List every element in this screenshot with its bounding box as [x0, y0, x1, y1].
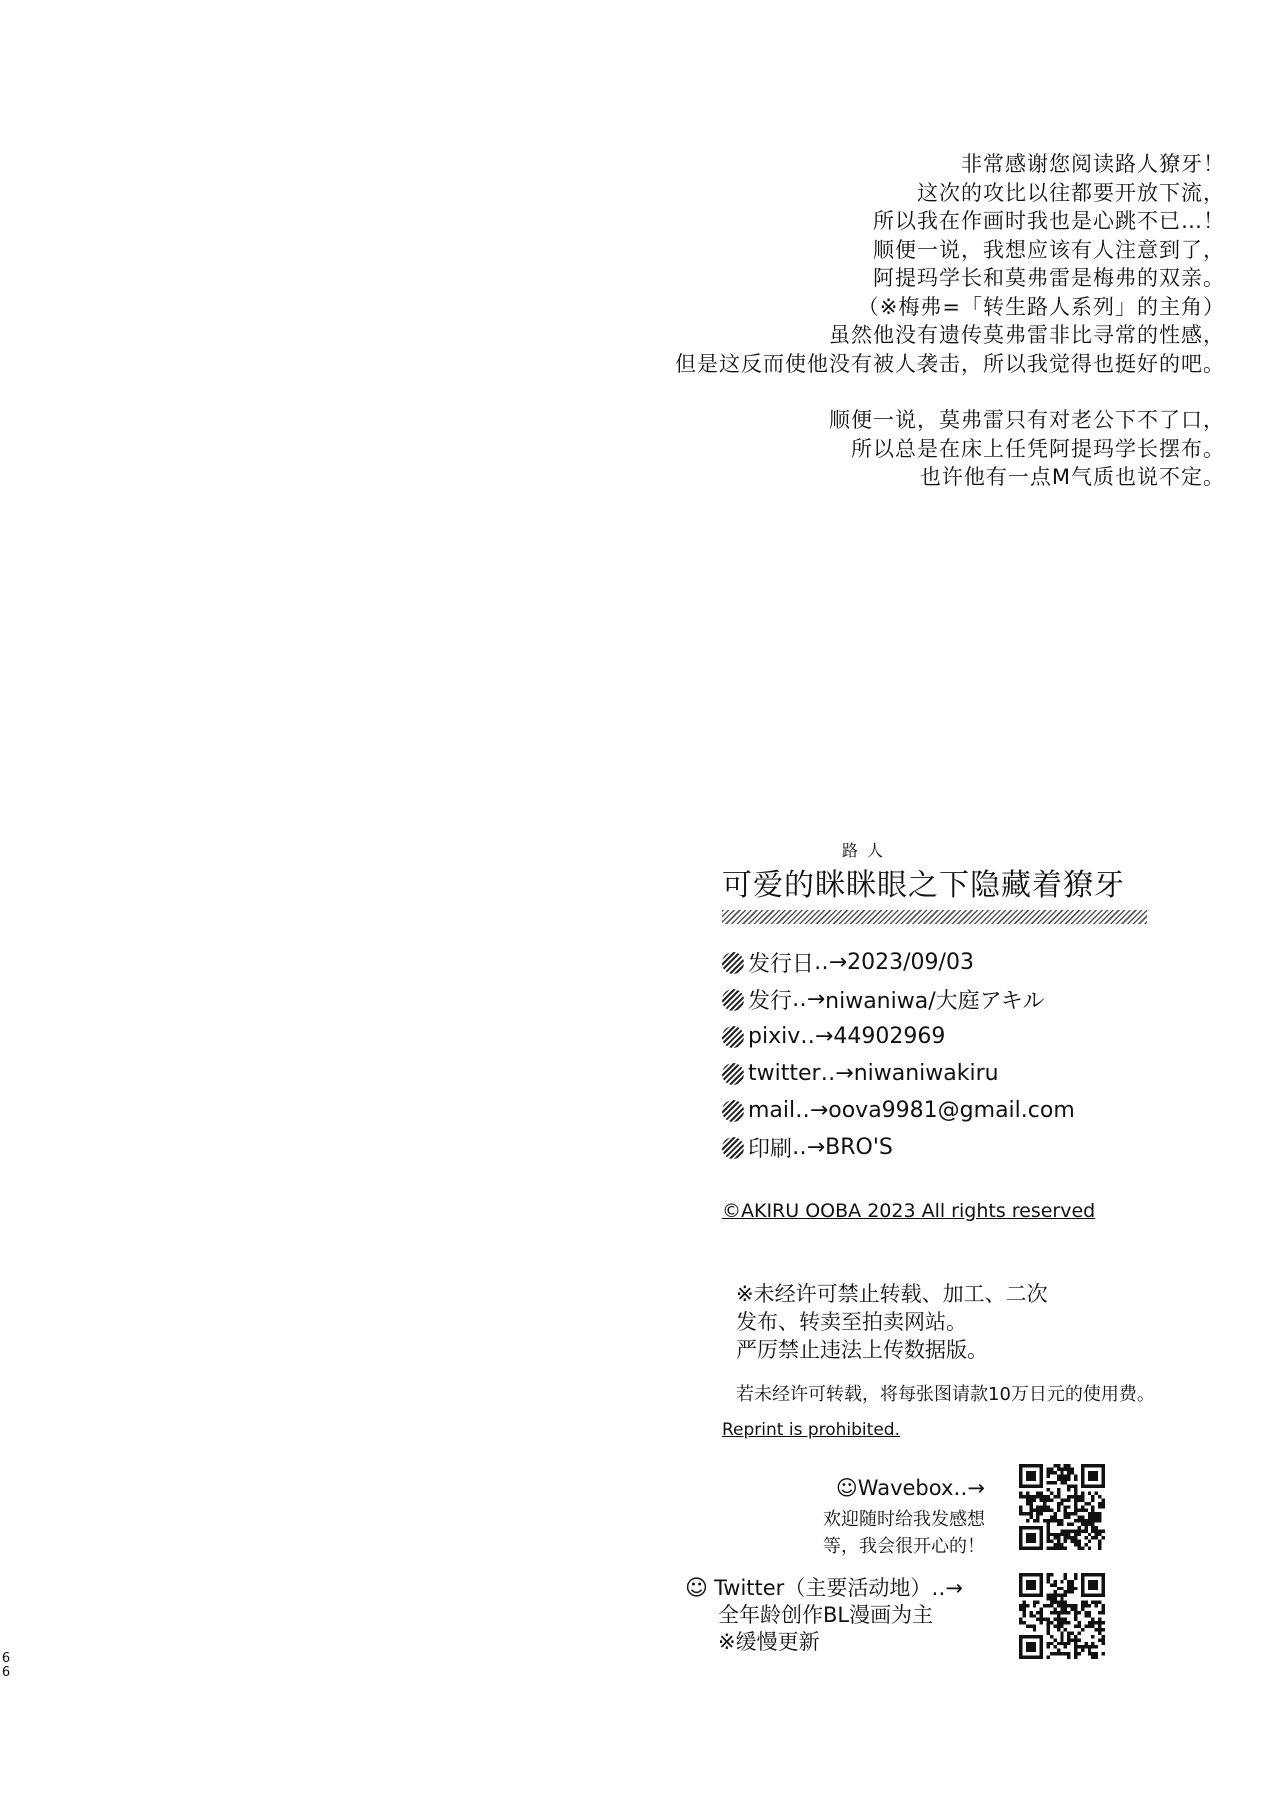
afterword-line: 阿提玛学长和莫弗雷是梅弗的双亲。	[873, 266, 1225, 290]
info-value: BRO'S	[825, 1135, 893, 1160]
book-title: 可爱的眯眯眼之下隐藏着獠牙	[722, 868, 1125, 903]
info-row	[722, 1129, 1075, 1166]
wavebox-label: ☺Wavebox‥→	[835, 1476, 985, 1500]
afterword-line: （※梅弗=「转生路人系列」的主角）	[857, 294, 1225, 319]
hatched-bullet-icon	[722, 1026, 744, 1048]
info-value: niwaniwa/大庭アキル	[825, 989, 1045, 1014]
info-value: 44902969	[833, 1024, 946, 1049]
wavebox-line: 等，我会很开心的！	[823, 1536, 985, 1557]
page-number-digit: 6	[1, 1665, 11, 1680]
title-ruby: 路人	[842, 841, 893, 860]
hatched-bullet-icon	[722, 1063, 744, 1085]
publication-info	[722, 944, 1075, 1166]
info-label: 发行日	[748, 952, 815, 977]
twitter-qr-code[interactable]	[1019, 1573, 1105, 1659]
info-arrow: ‥→	[792, 1135, 826, 1160]
paragraph-gap	[465, 378, 1225, 406]
afterword-line: 所以总是在床上任凭阿提玛学长摆布。	[851, 436, 1225, 461]
afterword-line: 所以我在作画时我也是心跳不已…！	[873, 209, 1225, 233]
afterword-line: 顺便一说，莫弗雷只有对老公下不了口，	[829, 408, 1225, 432]
afterword-line: 虽然他没有遗传莫弗雷非比寻常的性感，	[829, 323, 1225, 347]
info-row	[722, 1092, 1075, 1129]
reprint-prohibited: Reprint is prohibited.	[722, 1420, 900, 1440]
info-row	[722, 1018, 1075, 1055]
copyright: ©AKIRU OOBA 2023 All rights reserved	[722, 1200, 1096, 1222]
hatched-bullet-icon	[722, 952, 744, 974]
info-arrow: ‥→	[800, 1024, 834, 1049]
notice-line: 发布、转卖至拍卖网站。	[736, 1310, 967, 1334]
afterword-line: 这次的攻比以往都要开放下流，	[917, 180, 1225, 205]
twitter-label: Twitter（主要活动地）‥→	[713, 1576, 963, 1600]
afterword-line: 也许他有一点M气质也说不定。	[919, 465, 1225, 489]
info-arrow: ‥→	[792, 987, 826, 1012]
afterword	[465, 150, 1225, 492]
info-label: twitter	[748, 1061, 821, 1086]
notice-line: ※未经许可禁止转载、加工、二次	[736, 1282, 1048, 1306]
smiley-icon: ☺	[685, 1576, 708, 1601]
afterword-line: 但是这反而使他没有被人袭击，所以我觉得也挺好的吧。	[675, 351, 1225, 376]
twitter-line: ※缓慢更新	[718, 1630, 820, 1654]
hatched-bullet-icon	[722, 989, 744, 1011]
notice-line: 严厉禁止违法上传数据版。	[736, 1338, 988, 1362]
hatched-bullet-icon	[722, 1100, 744, 1122]
info-label: mail	[748, 1098, 796, 1123]
info-value: 2023/09/03	[847, 950, 974, 975]
info-row	[722, 944, 1075, 981]
reprint-notice	[736, 1280, 1048, 1364]
info-value: oova9981@gmail.com	[828, 1098, 1075, 1123]
wavebox-line: 欢迎随时给我发感想	[823, 1509, 985, 1530]
page-number	[0, 1652, 12, 1680]
info-arrow: ‥→	[795, 1098, 829, 1123]
info-value: niwaniwakiru	[853, 1061, 999, 1086]
afterword-line: 非常感谢您阅读路人獠牙！	[961, 152, 1225, 176]
page-number-digit: 6	[1, 1651, 11, 1666]
info-arrow: ‥→	[820, 1061, 854, 1086]
info-label: 发行	[748, 989, 793, 1014]
usage-fee-notice: 若未经许可转载，将每张图请款10万日元的使用费。	[736, 1384, 1155, 1405]
info-label: 印刷	[748, 1137, 793, 1162]
info-row	[722, 981, 1075, 1018]
wavebox-block	[823, 1475, 985, 1560]
afterword-line: 顺便一说，我想应该有人注意到了，	[873, 237, 1225, 262]
twitter-line: 全年龄创作BL漫画为主	[718, 1603, 934, 1627]
info-row	[722, 1055, 1075, 1092]
hatched-bullet-icon	[722, 1137, 744, 1159]
wavebox-qr-code[interactable]	[1019, 1464, 1105, 1550]
info-arrow: ‥→	[814, 950, 848, 975]
hatched-divider	[722, 910, 1147, 924]
twitter-block	[685, 1575, 963, 1656]
info-label: pixiv	[748, 1024, 801, 1049]
